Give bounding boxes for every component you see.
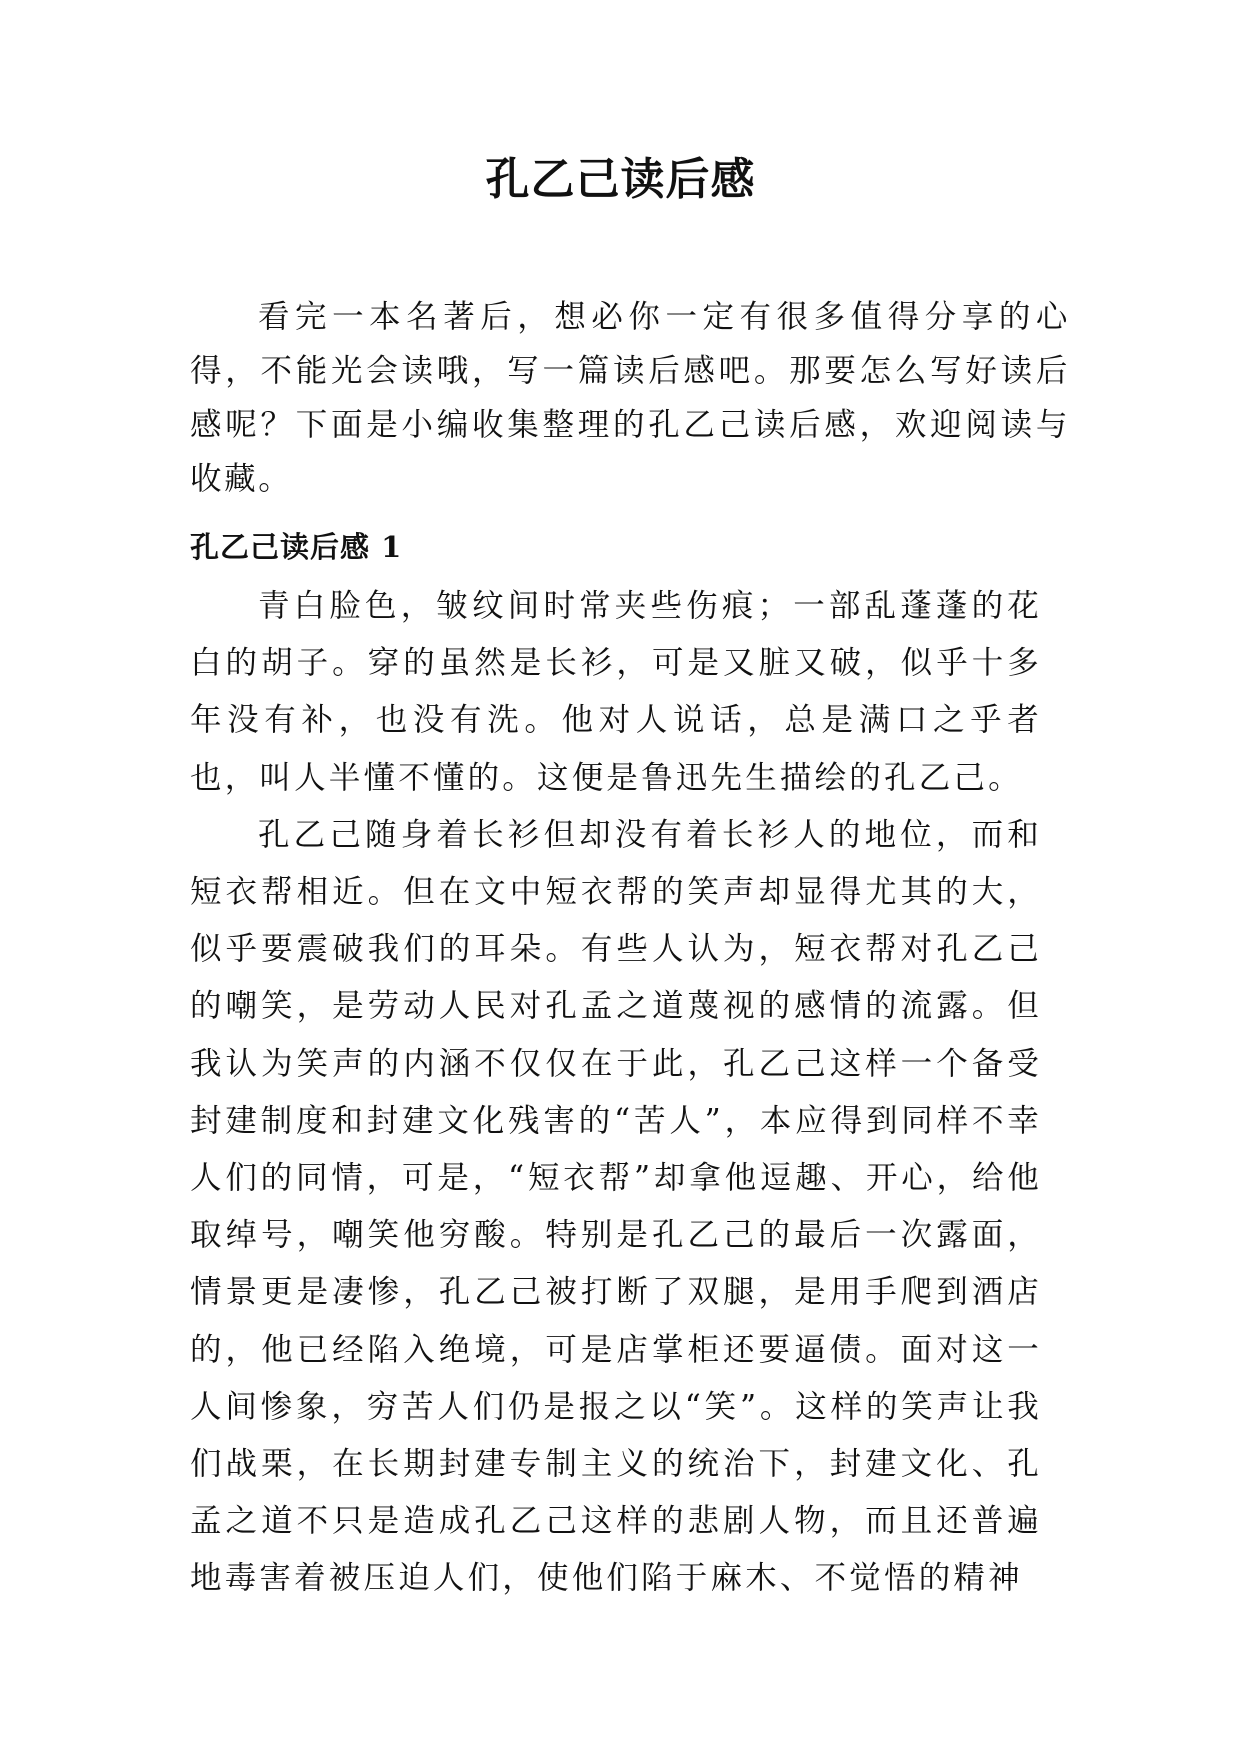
body-paragraph: 孔乙己随身着长衫但却没有着长衫人的地位，而和短衣帮相近。但在文中短衣帮的笑声却显得尤其的大，似乎要震破我们的耳朵。有些人认为，短衣帮对孔乙己的嘲笑，是劳动人民对孔孟之道蔑视的感情的流露。但我认为笑声的内涵不仅仅在于此，孔乙己这样一个备受封建制度和封建文化残害的“苦人”，本应得到同样不幸人们的同情，可是，“短衣帮”却拿他逗趣、开心，给他取绰号，嘲笑他穷酸。特别是孔乙己的最后一次露面，情景更是凄惨，孔乙己被打断了双腿，是用手爬到酒店的，他已经陷入绝境，可是店掌柜还要逼债。面对这一人间惨象，穷苦人们仍是报之以“笑”。这样的笑声让我们战栗，在长期封建专制主义的统治下，封建文化、孔孟之道不只是造成孔乙己这样的悲剧人物，而且还普遍地毒害着被压迫人们，使他们陷于麻木、不觉悟的精神 xyxy=(190,816,1042,1597)
body-paragraph: 青白脸色，皱纹间时常夹些伤痕；一部乱蓬蓬的花白的胡子。穿的虽然是长衫，可是又脏又破，似乎十多年没有补，也没有洗。他对人说话，总是满口之乎者也，叫人半懂不懂的。这便是鲁迅先生描绘的孔乙己。 xyxy=(190,588,1042,796)
intro-paragraph: 看完一本名著后，想必你一定有很多值得分享的心得，不能光会读哦，写一篇读后感吧。那要怎么写好读后感呢？下面是小编收集整理的孔乙己读后感，欢迎阅读与收藏。 xyxy=(190,299,1070,497)
document-title: 孔乙己读后感 xyxy=(485,154,756,205)
section-body xyxy=(190,578,1042,1608)
section-heading: 孔乙己读后感 1 xyxy=(190,530,403,564)
